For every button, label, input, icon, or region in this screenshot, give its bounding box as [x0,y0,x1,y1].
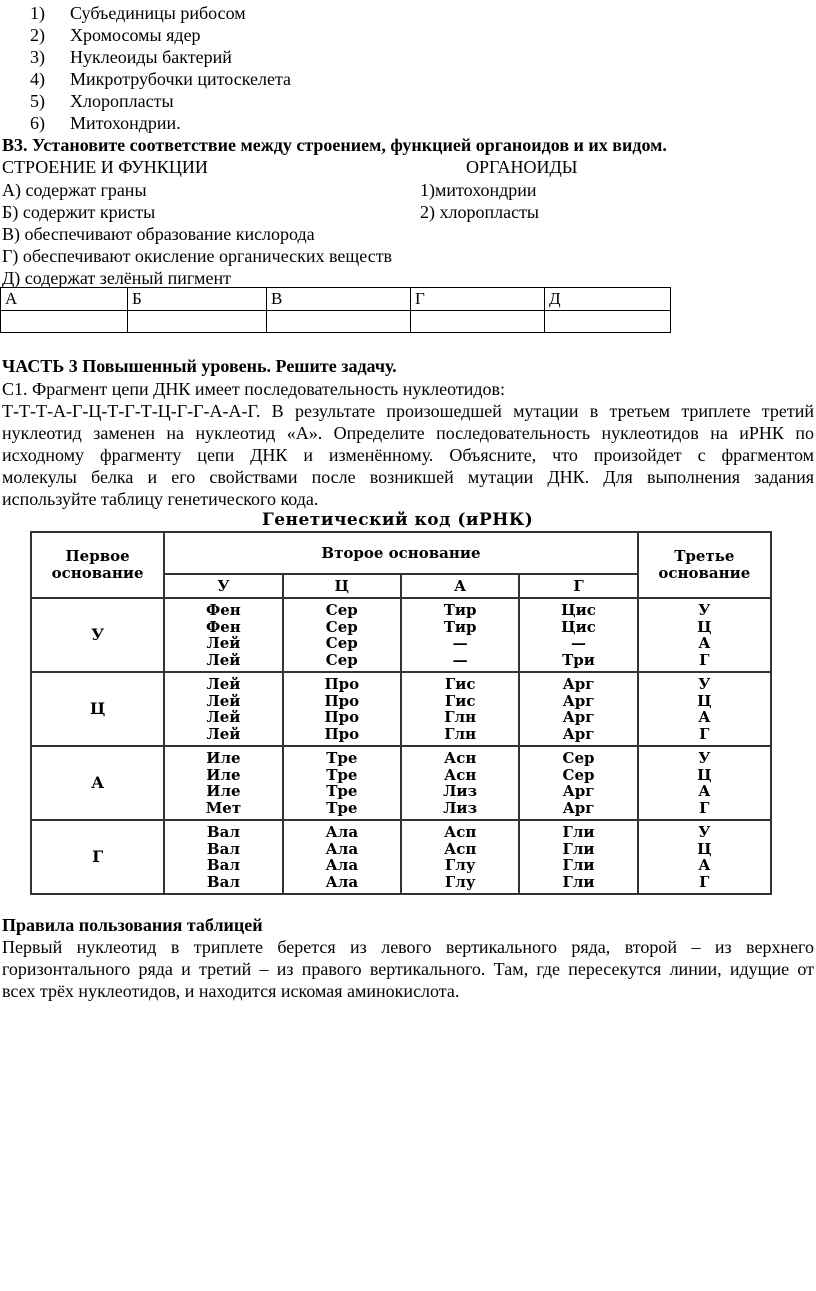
amino-acid: Гли [562,839,595,858]
gc-header-row [31,532,771,574]
answer-header-cell: А [1,288,128,311]
amino-acid: Тир [443,617,477,636]
organoid-list [30,2,291,134]
gc-amino-cell [519,746,637,820]
list-item-number: 1) [30,3,45,23]
third-base: У [698,823,711,841]
amino-acid: Три [562,650,595,669]
amino-acid: Асп [443,839,477,858]
amino-acid: Иле [206,765,241,784]
list-item-number: 4) [30,69,45,89]
rules-text-line: всех трёх нуклеотидов, и находится искомая аминокислота. [2,981,460,1001]
gc-amino-cell [283,672,401,746]
header-line: основание [658,564,751,582]
amino-acid: Тре [326,749,358,767]
amino-acid: Иле [206,749,241,767]
answer-header-cell: Б [128,288,267,311]
structure-item-b: Б) содержит кристы [2,202,156,222]
rules-text [2,936,814,1002]
list-item-text: Хлоропласты [70,91,174,111]
amino-acid: Арг [562,708,595,726]
gc-amino-cell [283,746,401,820]
structure-item-a: А) содержат граны [2,180,147,200]
gc-amino-cell [401,746,519,820]
amino-acid: Ала [325,856,359,874]
gc-row [31,746,771,820]
organoids-header: ОРГАНОИДЫ [466,157,578,177]
answer-cell[interactable] [1,311,128,333]
task-text-line: нуклеотид заменен на нуклеотид «А». Определите последовательность нуклеотидов на иРНК по [2,423,814,443]
gc-third-base-cell [638,672,771,746]
third-base: Ц [697,765,712,784]
list-item-number: 2) [30,25,45,45]
rules-text-line: горизонтального ряда и третий – из правого вертикального. Там, где пересекутся линии, идущие от [2,959,814,979]
answer-cell[interactable] [267,311,411,333]
header-line: Третье [674,547,735,565]
gc-first-base: Ц [31,672,164,746]
amino-acid: Сер [325,601,358,619]
amino-acid: Арг [562,691,595,710]
gc-second-base-header: Второе основание [164,532,638,574]
amino-acid: Лей [206,650,241,669]
amino-acid: Асп [443,823,477,841]
gc-amino-cell [519,672,637,746]
amino-acid: — [452,650,468,669]
genetic-code-title: Генетический код (иРНК) [262,510,534,530]
amino-acid: Ала [325,872,359,891]
gc-amino-cell [164,820,282,894]
genetic-code-table [30,531,772,895]
answer-header-cell: В [267,288,411,311]
answer-header-cell: Д [545,288,671,311]
answer-header-cell: Г [411,288,545,311]
third-base: А [698,708,711,726]
third-base: А [698,856,711,874]
task-text-line: исходному фрагменту цепи ДНК и изменённому. Объясните, что произойдет с фрагментом [2,445,814,465]
amino-acid: Сер [562,765,595,784]
list-item [30,90,291,112]
third-base: У [698,601,711,619]
amino-acid: Арг [562,798,595,817]
amino-acid: Вал [206,872,240,891]
amino-acid: Иле [206,782,241,800]
amino-acid: Гис [444,675,476,693]
third-base: Г [699,872,710,891]
gc-second-base: Г [519,574,637,598]
amino-acid: Сер [325,634,358,652]
gc-amino-cell [401,820,519,894]
amino-acid: — [571,634,587,652]
amino-acid: Вал [206,839,240,858]
third-base: Ц [697,691,712,710]
amino-acid: Про [324,708,360,726]
rules-text-line: Первый нуклеотид в триплете берется из левого вертикального ряда, второй – из верхнего [2,937,814,957]
amino-acid: Лей [206,634,241,652]
amino-acid: Цис [561,617,596,636]
amino-acid: Про [324,724,360,743]
third-base: Ц [697,617,712,636]
amino-acid: Гли [562,856,595,874]
list-item [30,2,291,24]
amino-acid: Арг [562,675,595,693]
gc-body [31,598,771,894]
list-item [30,46,291,68]
amino-acid: Сер [325,650,358,669]
organoid-option-2: 2) хлоропласты [420,202,540,222]
amino-acid: Лей [206,675,241,693]
amino-acid: Вал [206,823,240,841]
amino-acid: Тир [443,601,477,619]
gc-first-base: У [31,598,164,672]
answer-header-row [1,288,671,311]
gc-amino-cell [519,820,637,894]
gc-third-base-cell [638,820,771,894]
amino-acid: Лиз [443,798,478,817]
gc-first-base-header [31,532,164,598]
list-item-number: 6) [30,113,45,133]
header-line: Первое [65,547,130,565]
gc-third-base-header [638,532,771,598]
amino-acid: Асн [443,749,477,767]
list-item-number: 5) [30,91,45,111]
amino-acid: Сер [325,617,358,636]
amino-acid: Гис [444,691,476,710]
list-item-text: Хромосомы ядер [70,25,201,45]
list-item-text: Нуклеоиды бактерий [70,47,232,67]
answer-table [0,287,671,333]
task-text-line: Т-Т-Т-А-Г-Ц-Т-Г-Т-Ц-Г-Г-А-А-Г. В результате произошедшей мутации в третьем триплете третий [2,401,814,421]
amino-acid: Асн [443,765,477,784]
list-item-text: Микротрубочки цитоскелета [70,69,292,89]
task-text-line: молекулы белка и его свойствами после возникшей мутации ДНК. Для выполнения задания [2,467,814,487]
gc-amino-cell [401,672,519,746]
gc-first-base: Г [31,820,164,894]
amino-acid: Глн [444,708,477,726]
third-base: Г [699,650,710,669]
gc-first-base: А [31,746,164,820]
amino-acid: Вал [206,856,240,874]
gc-row [31,598,771,672]
organoid-option-1: 1)митохондрии [420,180,537,200]
answer-input-row [1,311,671,333]
third-base: А [698,634,711,652]
amino-acid: Глн [444,724,477,743]
list-item-text: Субъединицы рибосом [70,3,246,23]
task-c1-text [2,378,814,510]
amino-acid: Лиз [443,782,478,800]
structure-header: СТРОЕНИЕ И ФУНКЦИИ [2,157,208,177]
task-text-line: С1. Фрагмент цепи ДНК имеет последовательность нуклеотидов: [2,379,505,399]
gc-amino-cell [401,598,519,672]
gc-second-base: Ц [283,574,401,598]
amino-acid: Про [324,691,360,710]
amino-acid: Фен [206,617,241,636]
amino-acid: Цис [561,601,596,619]
structure-item-v: В) обеспечивают образование кислорода [2,224,315,244]
third-base: А [698,782,711,800]
gc-second-base: А [401,574,519,598]
answer-cell[interactable] [128,311,267,333]
list-item-number: 3) [30,47,45,67]
part3-title: ЧАСТЬ 3 Повышенный уровень. Решите задачу. [2,356,397,376]
amino-acid: Тре [326,798,358,817]
amino-acid: Тре [326,782,358,800]
amino-acid: Глу [444,872,476,891]
amino-acid: Лей [206,691,241,710]
amino-acid: Арг [562,782,595,800]
amino-acid: — [452,634,468,652]
amino-acid: Гли [562,872,595,891]
gc-second-base: У [164,574,282,598]
gc-amino-cell [283,598,401,672]
task-text-line: используйте таблицу генетического кода. [2,489,319,509]
answer-cell[interactable] [411,311,545,333]
gc-amino-cell [164,672,282,746]
task-b3-title: В3. Установите соответствие между строением, функцией органоидов и их видом. [2,135,667,155]
amino-acid: Лей [206,708,241,726]
gc-amino-cell [164,598,282,672]
list-item-text: Митохондрии. [70,113,181,133]
list-item [30,24,291,46]
list-item [30,112,291,134]
third-base: У [698,749,711,767]
amino-acid: Глу [444,856,476,874]
answer-cell[interactable] [545,311,671,333]
header-line: основание [51,564,144,582]
amino-acid: Ала [325,839,359,858]
amino-acid: Тре [326,765,358,784]
gc-amino-cell [283,820,401,894]
gc-third-base-cell [638,598,771,672]
amino-acid: Арг [562,724,595,743]
amino-acid: Мет [205,798,242,817]
third-base: У [698,675,711,693]
amino-acid: Фен [206,601,241,619]
list-item [30,68,291,90]
rules-title: Правила пользования таблицей [2,915,263,935]
gc-row [31,672,771,746]
gc-row [31,820,771,894]
amino-acid: Гли [562,823,595,841]
gc-amino-cell [164,746,282,820]
gc-third-base-cell [638,746,771,820]
third-base: Г [699,798,710,817]
amino-acid: Лей [206,724,241,743]
third-base: Г [699,724,710,743]
structure-item-d: Д) содержат зелёный пигмент [2,268,231,288]
amino-acid: Сер [562,749,595,767]
gc-amino-cell [519,598,637,672]
third-base: Ц [697,839,712,858]
amino-acid: Про [324,675,360,693]
amino-acid: Ала [325,823,359,841]
structure-item-g: Г) обеспечивают окисление органических веществ [2,246,393,266]
